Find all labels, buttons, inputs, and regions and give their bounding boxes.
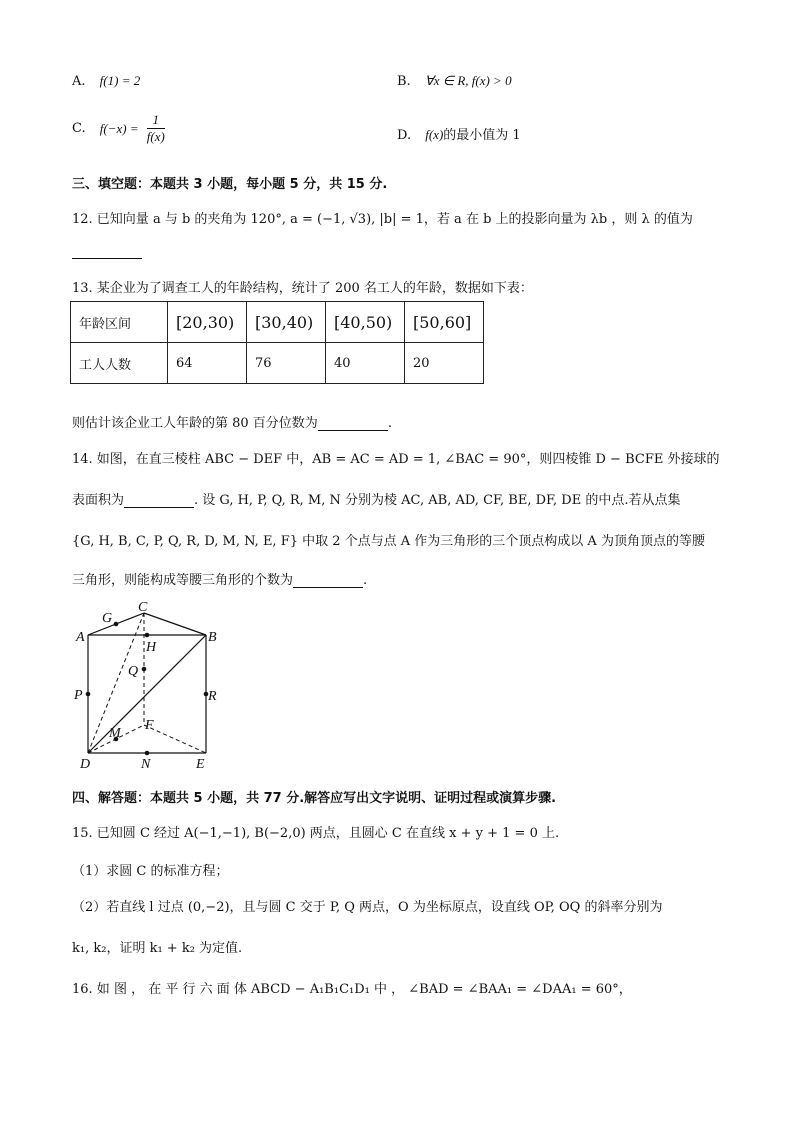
age-table [70, 301, 484, 384]
label-g: G [102, 611, 113, 626]
table-row-label: 工人人数 [71, 343, 168, 384]
option-d-text: 的最小值为 1 [443, 128, 521, 143]
q15-part2b: k₁, k₂，证明 k₁ + k₂ 为定值. [72, 941, 243, 956]
point-g [114, 622, 119, 627]
table-cell: [30,40) [247, 302, 326, 343]
label-c: C [138, 600, 148, 615]
table-cell: 76 [247, 343, 326, 384]
option-c-lhs: f(−x) = [99, 120, 139, 136]
label-d: D [80, 757, 91, 772]
section4-heading: 四、解答题：本题共 5 小题，共 77 分.解答应写出文字说明、证明过程或演算步骤. [72, 791, 557, 806]
option-b [397, 73, 512, 89]
option-d-math: f(x) [425, 127, 444, 142]
edge-cb [144, 613, 206, 635]
option-c [72, 112, 165, 145]
q14-line2b: . 设 G, H, P, Q, R, M, N 分别为棱 AC, AB, AD, CF, BE, DF, DE 的中点.若从点集 [194, 493, 681, 508]
q15-part1: （1）求圆 C 的标准方程； [72, 864, 229, 879]
section3-heading: 三、填空题：本题共 3 小题，每小题 5 分，共 15 分. [72, 177, 388, 192]
q14-answer-blank-2[interactable] [293, 575, 363, 588]
q12-answer-blank[interactable] [72, 244, 142, 259]
q14-line4-text: 三角形，则能构成等腰三角形的个数为 [72, 573, 294, 588]
table-cell: [20,30) [168, 302, 247, 343]
option-d [397, 124, 521, 143]
prism-figure [60, 595, 240, 775]
option-d-label: D. [397, 128, 412, 143]
q13-question: 则估计该企业工人年龄的第 80 百分位数为 . [72, 416, 392, 431]
point-h [145, 633, 150, 638]
q15-part2: （2）若直线 l 过点 (0,−2)，且与圆 C 交于 P, Q 两点，O 为坐标原点，设直线 OP, OQ 的斜率分别为 [72, 900, 663, 915]
option-b-label: B. [397, 74, 411, 89]
q14-answer-blank-1[interactable] [124, 495, 194, 508]
label-b: B [208, 630, 217, 645]
label-r: R [208, 689, 217, 704]
option-c-label: C. [72, 121, 86, 136]
table-cell: 40 [326, 343, 405, 384]
table-cell: 64 [168, 343, 247, 384]
table-row [71, 302, 484, 343]
option-c-fraction [147, 112, 165, 145]
q14-line3: {G, H, B, C, P, Q, R, D, M, N, E, F} 中取 2 个点与点 A 作为三角形的三个顶点构成以 A 为顶角顶点的等腰 [72, 534, 705, 549]
label-p: P [74, 688, 83, 703]
table-row [71, 343, 484, 384]
label-f: F [145, 718, 154, 733]
option-a-text: f(1) = 2 [99, 73, 141, 88]
q16-line1: 16. 如 图 ， 在 平 行 六 面 体 ABCD − A₁B₁C₁D₁ 中 ， ∠BAD = ∠BAA₁ = ∠DAA₁ = 60°， [72, 982, 632, 997]
table-cell: [50,60] [405, 302, 484, 343]
label-a: A [76, 630, 85, 645]
label-m: M [109, 726, 121, 741]
q12-text: 12. 已知向量 a 与 b 的夹角为 120°, a = (−1, √3), |b| = 1，若 a 在 b 上的投影向量为 λb ，则 λ 的值为 [72, 212, 693, 227]
q14-line2 [72, 489, 680, 508]
option-a [72, 73, 140, 89]
q13-question-text: 则估计该企业工人年龄的第 80 百分位数为 [72, 416, 318, 431]
label-e: E [196, 757, 205, 772]
label-n: N [141, 757, 151, 772]
q13-answer-blank[interactable] [318, 418, 388, 431]
option-b-text: ∀x ∈ R, f(x) > 0 [424, 73, 512, 88]
table-cell: 20 [405, 343, 484, 384]
q14-line1: 14. 如图，在直三棱柱 ABC − DEF 中，AB = AC = AD = 1, ∠BAC = 90°，则四棱锥 D − BCFE 外接球的 [72, 452, 720, 467]
option-a-label: A. [72, 74, 86, 89]
q13-intro: 13. 某企业为了调查工人的年龄结构，统计了 200 名工人的年龄，数据如下表： [72, 281, 533, 296]
q14-line2a: 表面积为 [72, 493, 125, 508]
table-row-label: 年龄区间 [71, 302, 168, 343]
point-q [142, 667, 147, 672]
label-q: Q [128, 664, 139, 679]
q15-line1: 15. 已知圆 C 经过 A(−1,−1), B(−2,0) 两点，且圆心 C 在直线 x + y + 1 = 0 上. [72, 826, 560, 841]
label-h: H [146, 640, 157, 655]
option-c-numerator: 1 [147, 112, 165, 129]
point-p [86, 692, 91, 697]
option-c-denominator: f(x) [146, 129, 165, 144]
table-cell: [40,50) [326, 302, 405, 343]
q14-line4: 三角形，则能构成等腰三角形的个数为 . [72, 573, 368, 588]
point-n [145, 751, 150, 756]
